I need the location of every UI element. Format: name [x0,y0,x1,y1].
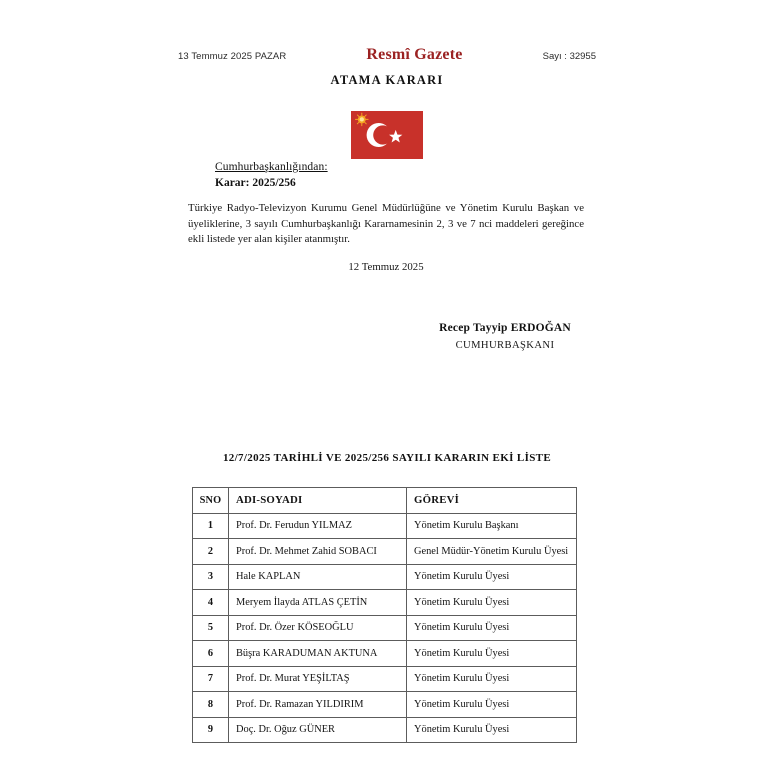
document-heading: ATAMA KARARI [330,73,444,87]
cell-name: Prof. Dr. Özer KÖSEOĞLU [229,615,407,641]
cell-role: Yönetim Kurulu Üyesi [407,666,577,692]
cell-name: Prof. Dr. Ramazan YILDIRIM [229,692,407,718]
signature-block [390,322,620,351]
table-row [193,564,577,590]
decision-number: Karar: 2025/256 [215,177,296,189]
cell-sno: 4 [193,590,229,616]
cell-sno: 1 [193,513,229,539]
table-row [193,513,577,539]
cell-role: Yönetim Kurulu Başkanı [407,513,577,539]
cell-role: Yönetim Kurulu Üyesi [407,692,577,718]
cell-sno: 3 [193,564,229,590]
table-row [193,641,577,667]
cell-role: Yönetim Kurulu Üyesi [407,641,577,667]
cell-name: Büşra KARADUMAN AKTUNA [229,641,407,667]
cell-sno: 2 [193,539,229,565]
table-header [193,488,577,514]
table-row [193,615,577,641]
masthead-date: 13 Temmuz 2025 PAZAR [178,51,287,62]
signatory-title: CUMHURBAŞKANI [455,340,555,351]
column-header-role: GÖREVİ [407,488,577,514]
table-row [193,539,577,565]
cell-role: Yönetim Kurulu Üyesi [407,564,577,590]
signatory-name: Recep Tayyip ERDOĞAN [439,322,571,334]
table-row [193,590,577,616]
cell-role: Genel Müdür-Yönetim Kurulu Üyesi [407,539,577,565]
turkish-flag-svg [351,111,423,159]
cell-name: Meryem İlayda ATLAS ÇETİN [229,590,407,616]
cell-role: Yönetim Kurulu Üyesi [407,717,577,743]
cell-name: Doç. Dr. Oğuz GÜNER [229,717,407,743]
cell-name: Hale KAPLAN [229,564,407,590]
cell-sno: 6 [193,641,229,667]
cell-sno: 9 [193,717,229,743]
decision-date: 12 Temmuz 2025 [348,261,424,273]
table-row [193,717,577,743]
annex-list-title: 12/7/2025 TARİHLİ VE 2025/256 SAYILI KARARIN EKİ LİSTE [222,452,552,464]
appointments-table [192,487,577,743]
cell-sno: 7 [193,666,229,692]
decision-body-text: Türkiye Radyo-Televizyon Kurumu Genel Müdürlüğüne ve Yönetim Kurulu Başkan ve üyeliklerine, 3 sayılı Cumhurbaşkanlığı Kararnamesinin 2, 3 ve 7 nci maddeleri gereğince ekli listede yer alan kişiler atanmıştır. [188,202,584,246]
cell-sno: 5 [193,615,229,641]
cell-name: Prof. Dr. Murat YEŞİLTAŞ [229,666,407,692]
cell-role: Yönetim Kurulu Üyesi [407,590,577,616]
column-header-name: ADI-SOYADI [229,488,407,514]
masthead [178,46,596,68]
masthead-issue-number: Sayı : 32955 [542,51,596,62]
cell-role: Yönetim Kurulu Üyesi [407,615,577,641]
column-header-sno: SNO [193,488,229,514]
sun-emblem [356,113,369,126]
issuer-line: Cumhurbaşkanlığından: [215,161,328,173]
cell-name: Prof. Dr. Ferudun YILMAZ [229,513,407,539]
table-body [193,513,577,743]
cell-name: Prof. Dr. Mehmet Zahid SOBACI [229,539,407,565]
turkish-flag-icon [351,111,423,159]
masthead-title: Resmî Gazete [366,46,463,63]
table-header-row [193,488,577,514]
annex-table-container [192,487,576,743]
cell-sno: 8 [193,692,229,718]
table-row [193,692,577,718]
table-row [193,666,577,692]
